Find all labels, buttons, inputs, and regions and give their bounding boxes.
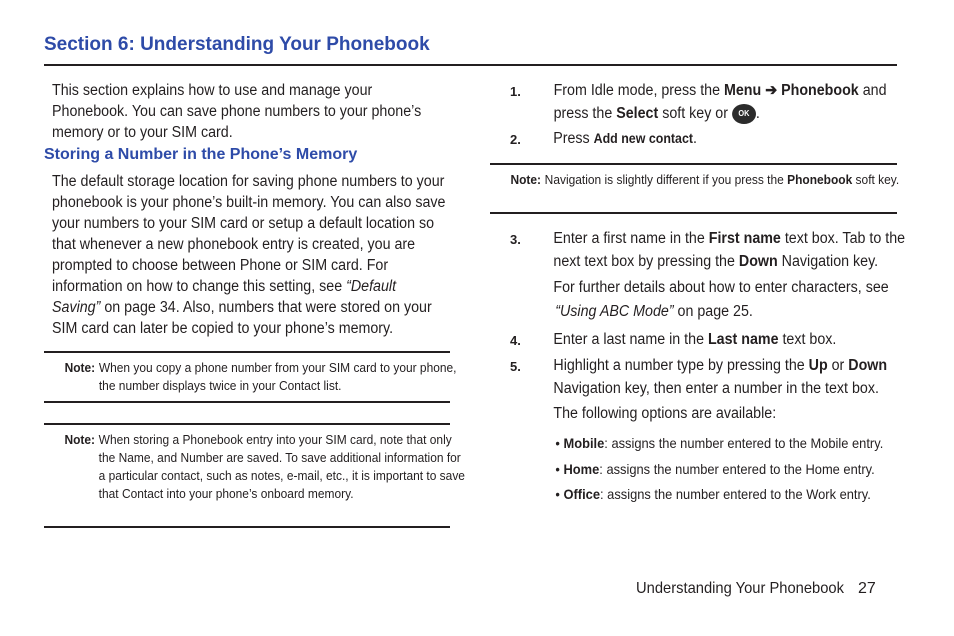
footer-title: Understanding Your Phonebook	[636, 580, 844, 597]
note3-bottom-rule	[490, 212, 897, 214]
bullet-home: • Home: assigns the number entered to the Home entry.	[555, 461, 875, 477]
step2-number: 2.	[510, 132, 521, 147]
note1	[65, 359, 470, 395]
step4-text: Enter a last name in the Last name text box.	[553, 331, 837, 348]
section-title: Section 6: Understanding Your Phonebook	[44, 34, 430, 55]
note2-text: When storing a Phonebook entry into your SIM card, note that only the Name, and Number are saved. To save additional information for a particular contact, such as notes, e-mail, etc., it is important to save that Contact into your phone’s onboard memory.	[98, 432, 465, 501]
note1-label: Note:	[64, 360, 96, 375]
note3-top-rule	[490, 163, 897, 165]
bullet-mobile: • Mobile: assigns the number entered to the Mobile entry.	[555, 435, 884, 451]
note2-bottom-rule	[44, 526, 450, 528]
ok-key-icon: OK	[732, 104, 756, 124]
storage-text-1: The default storage location for saving phone numbers to your phonebook is your phone’s built-in memory. You can also save your numbers to your SIM card or setup a default location so that whenever a new phonebook entry is created, you are prompted to choose between Phone or SIM card. For information on how to change this setting, see	[52, 173, 446, 295]
note3-label: Note:	[510, 172, 542, 187]
note1-bottom-rule	[44, 401, 450, 403]
step3-number: 3.	[510, 232, 521, 247]
step4-number: 4.	[510, 333, 521, 348]
subheading: Storing a Number in the Phone’s Memory	[44, 146, 358, 163]
step1-number: 1.	[510, 84, 521, 99]
note3	[510, 171, 911, 189]
storage-paragraph	[52, 171, 448, 339]
step5-subtext: The following options are available:	[553, 405, 777, 422]
note3-text: Navigation is slightly different if you press the Phonebook soft key.	[544, 172, 900, 187]
step3-subtext: For further details about how to enter characters, see “Using ABC Mode” on page 25.	[553, 279, 889, 320]
step5-number: 5.	[510, 359, 521, 374]
bullet-office: • Office: assigns the number entered to the Work entry.	[555, 486, 871, 502]
storage-text-2: on page 34. Also, numbers that were stored on your SIM card can later be copied to your phone’s memory.	[52, 299, 432, 337]
note1-top-rule	[44, 351, 450, 353]
note2-top-rule	[44, 423, 450, 425]
step3-text: Enter a first name in the First name text box. Tab to the next text box by pressing the Down Navigation key.	[553, 230, 906, 270]
note2	[64, 431, 465, 503]
note1-text: When you copy a phone number from your SIM card to your phone, the number displays twice in your Contact list.	[98, 360, 457, 393]
note2-label: Note:	[64, 432, 96, 447]
page-number: 27	[858, 580, 876, 597]
title-rule	[44, 64, 897, 66]
step5-text: Highlight a number type by pressing the Up or Down Navigation key, then enter a number in the text box.	[553, 357, 888, 397]
default-saving-link[interactable]: “Default Saving”	[52, 278, 397, 316]
step2-text: Press Add new contact.	[553, 130, 697, 147]
step1-text: From Idle mode, press the Menu ➔ Phonebook and press the Select soft key or OK .	[553, 82, 887, 122]
intro-paragraph: This section explains how to use and manage your Phonebook. You can save phone numbers to your phone’s memory or to your SIM card.	[52, 82, 422, 141]
using-abc-mode-link[interactable]: “Using ABC Mode”	[555, 303, 674, 320]
